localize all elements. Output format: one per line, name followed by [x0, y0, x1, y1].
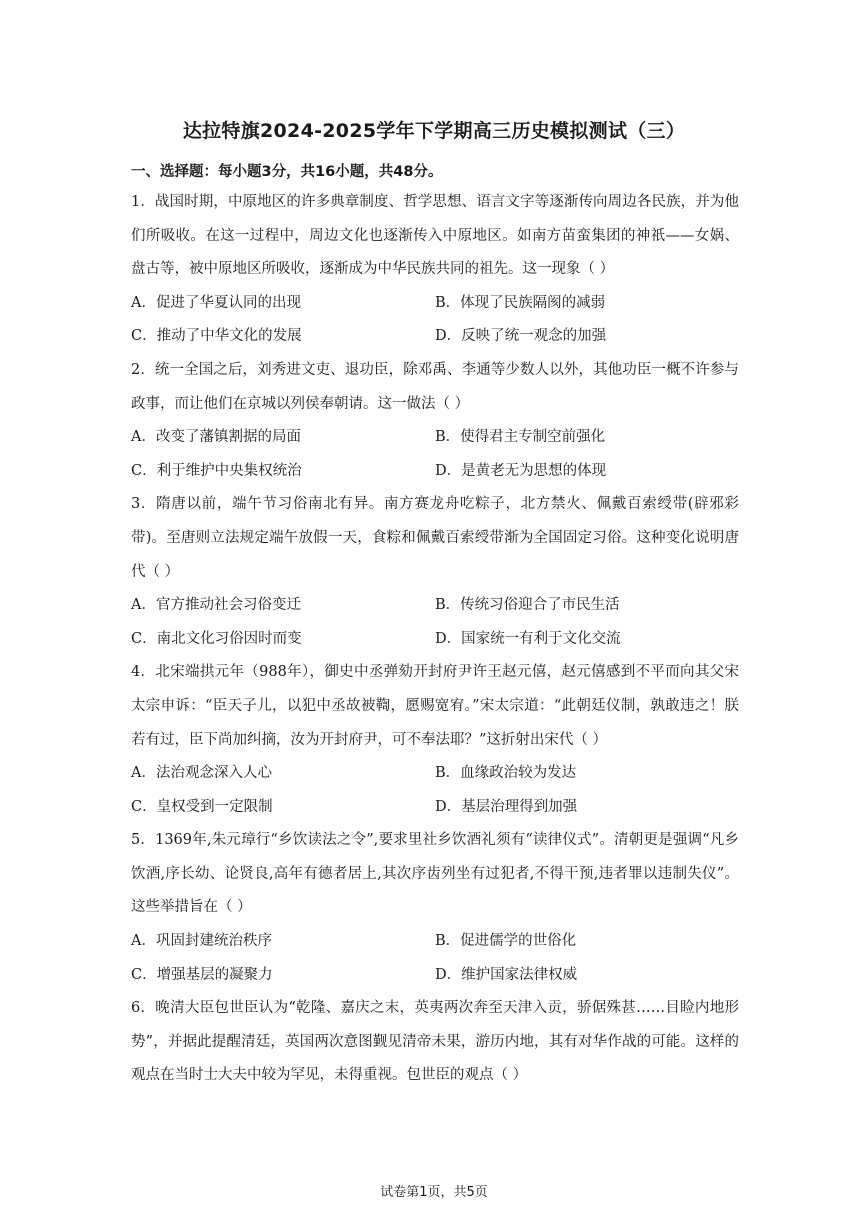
- page-footer: 试卷第1页，共5页: [380, 1185, 488, 1200]
- question-1: [131, 186, 739, 354]
- option-d: D．基层治理得到加强: [435, 798, 578, 815]
- option-c: C．利于维护中央集权统治: [131, 462, 302, 479]
- question-options: [131, 925, 739, 992]
- option-d: D．是黄老无为思想的体现: [435, 462, 607, 479]
- question-5: [131, 824, 739, 992]
- option-a: A．改变了藩镇割据的局面: [131, 429, 301, 446]
- question-6: [131, 992, 739, 1093]
- option-a: A．法治观念深入人心: [131, 765, 272, 782]
- option-b: B．使得君主专制空前强化: [435, 429, 606, 446]
- question-options: [131, 589, 739, 656]
- question-options: [131, 421, 739, 488]
- option-a: A．官方推动社会习俗变迁: [131, 597, 301, 614]
- question-stem: 5．1369年,朱元璋行“乡饮读法之令”,要求里社乡饮酒礼须有“读律仪式”。清朝更是强调“凡乡饮酒,序长幼、论贤良,高年有德者居上,其次序齿列坐有过犯者,不得干预,违者罪以违制失仪”。这些举措旨在（ ）: [131, 832, 739, 916]
- option-c: C．增强基层的凝聚力: [131, 966, 273, 983]
- question-list: [131, 186, 739, 1093]
- question-stem: 4．北宋端拱元年（988年），御史中丞弹劾开封府尹许王赵元僖，赵元僖感到不平而向其父宋太宗申诉：“臣天子儿，以犯中丞故被鞫，愿赐宽宥。”宋太宗道：“此朝廷仪制，孰敢违之！朕若有过，臣下尚加纠摘，汝为开封府尹，可不奉法耶？”这折射出宋代（ ）: [131, 664, 739, 748]
- question-4: [131, 656, 739, 824]
- question-2: [131, 354, 739, 488]
- option-c: C．推动了中华文化的发展: [131, 328, 302, 345]
- option-b: B．促进儒学的世俗化: [435, 933, 577, 950]
- question-stem: 2．统一全国之后，刘秀进文吏、退功臣，除邓禹、李通等少数人以外，其他功臣一概不许参与政事，而让他们在京城以列侯奉朝请。这一做法（ ）: [131, 361, 739, 412]
- option-d: D．反映了统一观念的加强: [435, 328, 607, 345]
- option-b: B．血缘政治较为发达: [435, 765, 577, 782]
- option-b: B．传统习俗迎合了市民生活: [435, 597, 620, 614]
- option-a: A．促进了华夏认同的出现: [131, 294, 301, 311]
- question-options: [131, 757, 739, 824]
- option-c: C．南北文化习俗因时而变: [131, 630, 302, 647]
- option-b: B．体现了民族隔阂的减弱: [435, 294, 606, 311]
- question-stem: 6．晚清大臣包世臣认为“乾隆、嘉庆之末，英夷两次奔至天津入贡，骄倨殊甚……目睑内地形势”，并据此提醒清廷，英国两次意图觐见清帝未果，游历内地，其有对华作战的可能。这样的观点在当时士大夫中较为罕见，未得重视。包世臣的观点（ ）: [131, 1000, 739, 1084]
- option-d: D．维护国家法律权威: [435, 966, 578, 983]
- option-d: D．国家统一有利于文化交流: [435, 630, 621, 647]
- question-stem: 3．隋唐以前，端午节习俗南北有异。南方赛龙舟吃粽子，北方禁火、佩戴百索绶带(辟邪彩带)。至唐则立法规定端午放假一天，食粽和佩戴百索绶带渐为全国固定习俗。这种变化说明唐代（ ）: [131, 496, 739, 580]
- question-options: [131, 287, 739, 354]
- exam-title: 达拉特旗2024-2025学年下学期高三历史模拟测试（三）: [182, 120, 686, 142]
- question-stem: 1．战国时期，中原地区的许多典章制度、哲学思想、语言文字等逐渐传向周边各民族，并为他们所吸收。在这一过程中，周边文化也逐渐传入中原地区。如南方苗蛮集团的神祇——女娲、盘古等，被中原地区所吸收，逐渐成为中华民族共同的祖先。这一现象（ ）: [131, 194, 739, 278]
- section-header: 一、选择题：每小题3分，共16小题，共48分。: [131, 164, 443, 180]
- question-3: [131, 488, 739, 656]
- option-a: A．巩固封建统治秩序: [131, 933, 272, 950]
- option-c: C．皇权受到一定限制: [131, 798, 273, 815]
